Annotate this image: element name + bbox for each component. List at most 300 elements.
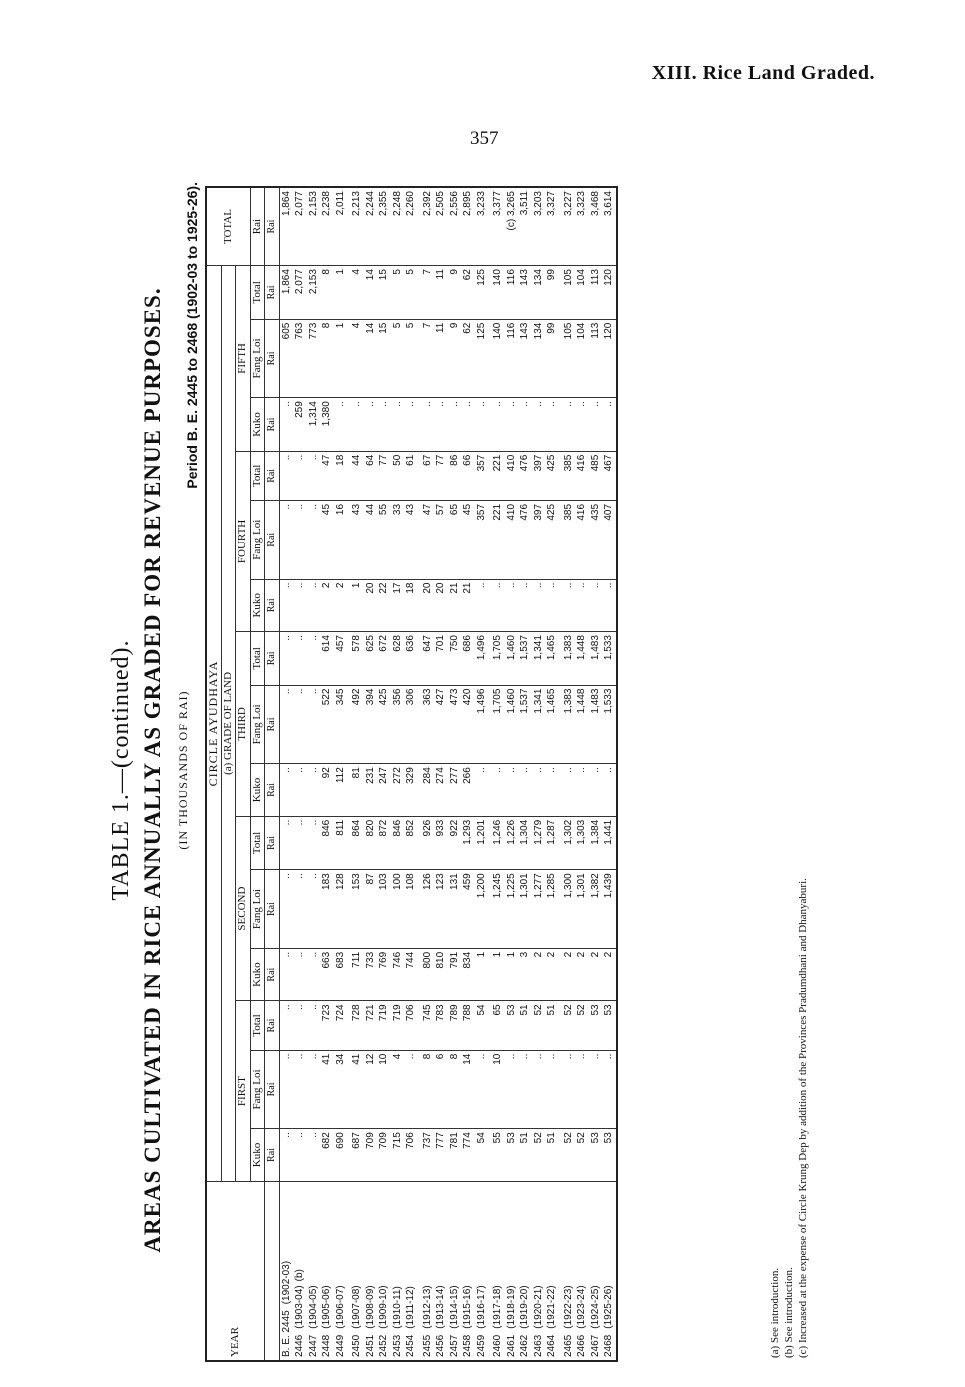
table-row — [461, 187, 475, 1361]
value-cell: .. — [279, 948, 293, 1001]
value-cell: 628 — [391, 632, 405, 686]
value-cell: 65 — [491, 1001, 505, 1050]
grade-of-land-header: (a) GRADE OF LAND — [221, 266, 236, 1182]
ad-year: (1921-22) — [546, 1285, 557, 1329]
value-cell: 8 — [320, 266, 334, 320]
unit-cell: Rai — [265, 870, 280, 949]
value-cell: 120 — [602, 319, 617, 398]
table-row — [532, 187, 546, 1361]
value-cell: 1,448 — [575, 632, 589, 686]
unit-cell: Rai — [265, 266, 280, 320]
value-cell: 247 — [377, 764, 391, 817]
value-cell: 8 — [320, 319, 334, 398]
value-cell: 783 — [434, 1001, 448, 1050]
value-cell: 131 — [448, 870, 462, 949]
value-cell: 1,279 — [532, 816, 546, 870]
value-cell: .. — [293, 579, 307, 632]
value-cell: 636 — [404, 632, 421, 686]
value-cell: 614 — [320, 632, 334, 686]
value-cell: 1,301 — [575, 870, 589, 949]
value-cell: 221 — [491, 451, 505, 500]
table-row — [377, 187, 391, 1361]
value-cell: 777 — [434, 1129, 448, 1182]
value-cell: .. — [575, 579, 589, 632]
value-cell: 834 — [461, 948, 475, 1001]
value-cell: .. — [293, 451, 307, 500]
value-cell: 123 — [434, 870, 448, 949]
value-cell: 6 — [434, 1050, 448, 1129]
value-cell: .. — [307, 632, 321, 686]
value-cell: 773 — [307, 319, 321, 398]
value-cell: 1,300 — [562, 870, 576, 949]
value-cell: 852 — [404, 816, 421, 870]
value-cell: 221 — [491, 500, 505, 579]
value-cell: 41 — [320, 1050, 334, 1129]
year-cell — [562, 1181, 576, 1361]
value-cell: 128 — [334, 870, 351, 949]
value-cell: 140 — [491, 319, 505, 398]
value-cell: 43 — [404, 500, 421, 579]
value-cell: .. — [518, 764, 532, 817]
value-cell: 4 — [391, 1050, 405, 1129]
value-cell: 3,468 — [589, 187, 603, 266]
value-cell: 11 — [434, 266, 448, 320]
value-cell: .. — [307, 1050, 321, 1129]
table-row — [421, 187, 435, 1361]
value-cell: 410 — [505, 451, 519, 500]
ad-year: (1902-03) — [280, 1260, 292, 1305]
value-cell: 34 — [334, 1050, 351, 1129]
be-year: 2446 — [294, 1334, 305, 1357]
value-cell: 113 — [589, 266, 603, 320]
value-cell: .. — [377, 398, 391, 452]
value-cell: 1,460 — [505, 632, 519, 686]
table-row — [404, 187, 421, 1361]
value-cell: 55 — [377, 500, 391, 579]
be-year: 2449 — [334, 1334, 346, 1357]
value-cell: 1,465 — [545, 685, 562, 764]
rice-grade-table — [205, 186, 618, 1362]
value-cell: .. — [562, 398, 576, 452]
value-cell: 2,213 — [350, 187, 364, 266]
value-cell: 53 — [505, 1129, 519, 1182]
unit-cell: Rai — [265, 632, 280, 686]
value-cell: 1,200 — [475, 870, 492, 949]
unit-cell: Rai — [265, 579, 280, 632]
unit-cell: Rai — [265, 1050, 280, 1129]
value-cell: .. — [562, 579, 576, 632]
value-cell: 385 — [562, 500, 576, 579]
year-cell — [518, 1181, 532, 1361]
row-note: (b) — [294, 1269, 305, 1282]
value-cell: .. — [279, 1001, 293, 1050]
table-subtitle: AREAS CULTIVATED IN RICE ANNUALLY AS GRADED FOR REVENUE PURPOSES. — [140, 287, 165, 1253]
value-cell: 183 — [320, 870, 334, 949]
value-cell: 99 — [545, 266, 562, 320]
ad-year: (1922-23) — [562, 1285, 574, 1329]
value-cell: 54 — [475, 1001, 492, 1050]
value-cell: 3,323 — [575, 187, 589, 266]
value-cell: .. — [532, 1050, 546, 1129]
value-cell: 2,077 — [293, 187, 307, 266]
year-cell — [293, 1181, 307, 1361]
value-cell: 345 — [334, 685, 351, 764]
unit-cell: Rai — [265, 319, 280, 398]
value-cell: 709 — [377, 1129, 391, 1182]
unit-cell: Rai — [265, 398, 280, 452]
value-cell: 1,705 — [491, 632, 505, 686]
unit-cell: Rai — [265, 451, 280, 500]
value-cell: 5 — [404, 319, 421, 398]
value-cell: 8 — [421, 1050, 435, 1129]
ad-year: (1920-21) — [532, 1285, 544, 1329]
value-cell: 33 — [391, 500, 405, 579]
value-cell: 3,511 — [518, 187, 532, 266]
value-cell: 92 — [320, 764, 334, 817]
value-cell: 397 — [532, 500, 546, 579]
value-cell: 728 — [350, 1001, 364, 1050]
value-cell: 62 — [461, 266, 475, 320]
value-cell: 50 — [391, 451, 405, 500]
be-year: 2457 — [448, 1334, 460, 1357]
value-cell: 61 — [404, 451, 421, 500]
value-cell: 476 — [518, 451, 532, 500]
value-cell: 745 — [421, 1001, 435, 1050]
value-cell: .. — [491, 764, 505, 817]
subcol-header: Kuko — [250, 764, 265, 817]
value-cell: 5 — [404, 266, 421, 320]
value-cell: 1,380 — [320, 398, 334, 452]
value-cell: 733 — [364, 948, 378, 1001]
value-cell: .. — [307, 500, 321, 579]
value-cell: 2 — [575, 948, 589, 1001]
value-cell: 394 — [364, 685, 378, 764]
value-cell: 9 — [448, 319, 462, 398]
value-cell: 52 — [562, 1001, 576, 1050]
year-cell — [377, 1181, 391, 1361]
value-cell: 769 — [377, 948, 391, 1001]
value-cell: 425 — [545, 451, 562, 500]
value-cell: 467 — [602, 451, 617, 500]
value-cell: .. — [602, 579, 617, 632]
value-cell: 7 — [421, 319, 435, 398]
value-cell: 789 — [448, 1001, 462, 1050]
table-row — [434, 187, 448, 1361]
value-cell: 647 — [421, 632, 435, 686]
subcol-header: Rai — [250, 187, 265, 266]
value-cell: 485 — [589, 451, 603, 500]
year-cell — [602, 1181, 617, 1361]
year-cell — [364, 1181, 378, 1361]
value-cell: 416 — [575, 500, 589, 579]
value-cell: 140 — [491, 266, 505, 320]
value-cell: 425 — [545, 500, 562, 579]
value-cell: 846 — [320, 816, 334, 870]
subcol-header: Total — [250, 1001, 265, 1050]
year-cell — [532, 1181, 546, 1361]
ad-year: (1915-16) — [462, 1285, 473, 1329]
value-cell: .. — [279, 1050, 293, 1129]
value-cell: 105 — [562, 266, 576, 320]
value-cell: .. — [279, 764, 293, 817]
value-cell: .. — [545, 579, 562, 632]
ad-year: (1910-11) — [391, 1286, 403, 1329]
value-cell: .. — [518, 1050, 532, 1129]
value-cell: .. — [307, 1001, 321, 1050]
value-cell: 800 — [421, 948, 435, 1001]
value-cell: 774 — [461, 1129, 475, 1182]
value-cell: 788 — [461, 1001, 475, 1050]
value-cell: 266 — [461, 764, 475, 817]
value-cell: 407 — [602, 500, 617, 579]
value-cell: .. — [279, 500, 293, 579]
value-cell: 2,244 — [364, 187, 378, 266]
table-row — [491, 187, 505, 1361]
value-cell: 522 — [320, 685, 334, 764]
be-year: 2453 — [391, 1334, 403, 1357]
value-cell: 2,238 — [320, 187, 334, 266]
value-cell: 274 — [434, 764, 448, 817]
value-cell: 2 — [602, 948, 617, 1001]
value-cell: 1,287 — [545, 816, 562, 870]
value-cell: .. — [307, 451, 321, 500]
value-cell: 385 — [562, 451, 576, 500]
value-cell: .. — [293, 948, 307, 1001]
value-cell: 363 — [421, 685, 435, 764]
be-year: 2456 — [435, 1334, 446, 1357]
value-cell: 2,153 — [307, 266, 321, 320]
value-cell: 10 — [377, 1050, 391, 1129]
year-cell — [334, 1181, 351, 1361]
value-cell: 52 — [532, 1001, 546, 1050]
table-row — [279, 187, 293, 1361]
value-cell: 457 — [334, 632, 351, 686]
subcol-header: Total — [250, 632, 265, 686]
value-cell: 20 — [364, 579, 378, 632]
value-cell: 14 — [461, 1050, 475, 1129]
be-year: 2462 — [519, 1334, 530, 1357]
value-cell: 1,285 — [545, 870, 562, 949]
value-cell: 872 — [377, 816, 391, 870]
running-head: XIII. Rice Land Graded. — [651, 62, 875, 84]
table-row — [350, 187, 364, 1361]
value-cell: 1,483 — [589, 685, 603, 764]
value-cell: 14 — [364, 319, 378, 398]
value-cell: 686 — [461, 632, 475, 686]
table-row — [391, 187, 405, 1361]
value-cell: 1,277 — [532, 870, 546, 949]
value-cell: 16 — [334, 500, 351, 579]
subcol-header: Fang Loi — [250, 500, 265, 579]
value-cell: 20 — [434, 579, 448, 632]
value-cell: 1 — [334, 319, 351, 398]
value-cell: 781 — [448, 1129, 462, 1182]
value-cell: 1,201 — [475, 816, 492, 870]
value-cell: 706 — [404, 1129, 421, 1182]
value-cell: 724 — [334, 1001, 351, 1050]
subcol-header: Kuko — [250, 1129, 265, 1182]
value-cell: 1,533 — [602, 632, 617, 686]
value-cell: 104 — [575, 319, 589, 398]
value-cell: 1,537 — [518, 685, 532, 764]
value-cell: 690 — [334, 1129, 351, 1182]
value-cell: 3,227 — [562, 187, 576, 266]
value-cell: 53 — [589, 1129, 603, 1182]
value-cell: 5 — [391, 319, 405, 398]
value-cell: 410 — [505, 500, 519, 579]
table-row — [448, 187, 462, 1361]
grade-fifth-header: FIFTH — [236, 266, 251, 452]
table-row — [505, 187, 519, 1361]
value-cell: 44 — [364, 500, 378, 579]
value-cell: .. — [532, 764, 546, 817]
be-year: 2459 — [475, 1334, 487, 1357]
value-cell: 3,614 — [602, 187, 617, 266]
value-cell: 51 — [518, 1001, 532, 1050]
value-cell: 77 — [377, 451, 391, 500]
value-cell: .. — [307, 1129, 321, 1182]
unit-cell: Rai — [265, 500, 280, 579]
value-cell: 5 — [391, 266, 405, 320]
value-cell: 7 — [421, 266, 435, 320]
value-cell: .. — [334, 398, 351, 452]
value-cell: 45 — [461, 500, 475, 579]
ad-year: (1917-18) — [492, 1285, 503, 1329]
value-cell: 1,382 — [589, 870, 603, 949]
circle-header: CIRCLE AYUDHAYA — [206, 266, 221, 1182]
value-cell: 143 — [518, 266, 532, 320]
value-cell: 357 — [475, 500, 492, 579]
value-cell: 663 — [320, 948, 334, 1001]
value-cell: .. — [518, 579, 532, 632]
value-cell: (c) 3,265 — [505, 187, 519, 266]
value-cell: 2,077 — [293, 266, 307, 320]
value-cell: .. — [545, 398, 562, 452]
value-cell: 125 — [475, 266, 492, 320]
value-cell: 1,864 — [279, 187, 293, 266]
value-cell: 134 — [532, 319, 546, 398]
value-cell: 3,233 — [475, 187, 492, 266]
value-cell: 1 — [475, 948, 492, 1001]
value-cell: 55 — [491, 1129, 505, 1182]
value-cell: 52 — [532, 1129, 546, 1182]
value-cell: 44 — [350, 451, 364, 500]
value-cell: 1,246 — [491, 816, 505, 870]
value-cell: 701 — [434, 632, 448, 686]
table-row — [602, 187, 617, 1361]
value-cell: 259 — [293, 398, 307, 452]
subcol-header: Total — [250, 266, 265, 320]
value-cell: .. — [475, 398, 492, 452]
value-cell: 1,496 — [475, 632, 492, 686]
table-row — [364, 187, 378, 1361]
year-cell — [575, 1181, 589, 1361]
value-cell: 1,314 — [307, 398, 321, 452]
value-cell: .. — [293, 685, 307, 764]
table-row — [562, 187, 576, 1361]
value-cell: 64 — [364, 451, 378, 500]
value-cell: 1,303 — [575, 816, 589, 870]
value-cell: 719 — [391, 1001, 405, 1050]
value-cell: 476 — [518, 500, 532, 579]
value-cell: 51 — [518, 1129, 532, 1182]
value-cell: 2 — [589, 948, 603, 1001]
subcol-header: Fang Loi — [250, 685, 265, 764]
ad-year: (1923-24) — [576, 1285, 587, 1329]
value-cell: 3 — [518, 948, 532, 1001]
value-cell: 51 — [545, 1001, 562, 1050]
table-row — [334, 187, 351, 1361]
be-year: 2460 — [492, 1334, 503, 1357]
value-cell: 52 — [575, 1129, 589, 1182]
value-cell: 1,483 — [589, 632, 603, 686]
value-cell: 277 — [448, 764, 462, 817]
year-cell — [461, 1181, 475, 1361]
value-cell: 1 — [505, 948, 519, 1001]
value-cell: 8 — [448, 1050, 462, 1129]
value-cell: 4 — [350, 319, 364, 398]
value-cell: .. — [505, 579, 519, 632]
value-cell: .. — [307, 764, 321, 817]
value-cell: 737 — [421, 1129, 435, 1182]
value-cell: 1,705 — [491, 685, 505, 764]
value-cell: 2 — [334, 579, 351, 632]
unit-cell: Rai — [265, 1129, 280, 1182]
value-cell: 47 — [421, 500, 435, 579]
value-cell: .. — [602, 1050, 617, 1129]
value-cell: .. — [364, 398, 378, 452]
value-cell: 1,226 — [505, 816, 519, 870]
value-cell: 99 — [545, 319, 562, 398]
value-cell: 51 — [545, 1129, 562, 1182]
value-cell: 933 — [434, 816, 448, 870]
subcol-header: Fang Loi — [250, 319, 265, 398]
value-cell: .. — [307, 685, 321, 764]
value-cell: .. — [293, 816, 307, 870]
value-cell: .. — [575, 398, 589, 452]
subcol-header: Kuko — [250, 398, 265, 452]
value-cell: 2,011 — [334, 187, 351, 266]
value-cell: 687 — [350, 1129, 364, 1182]
value-cell: 2,153 — [307, 187, 321, 266]
value-cell: 1,383 — [562, 685, 576, 764]
value-cell: .. — [404, 1050, 421, 1129]
value-cell: .. — [575, 1050, 589, 1129]
table-row — [307, 187, 321, 1361]
value-cell: 1,245 — [491, 870, 505, 949]
value-cell: .. — [532, 579, 546, 632]
value-cell: 272 — [391, 764, 405, 817]
ad-year: (1912-13) — [421, 1285, 433, 1329]
value-cell: 1,864 — [279, 266, 293, 320]
value-cell: 18 — [334, 451, 351, 500]
subcol-header: Total — [250, 816, 265, 870]
unit-cell: Rai — [265, 685, 280, 764]
value-cell: 12 — [364, 1050, 378, 1129]
value-cell: 41 — [350, 1050, 364, 1129]
value-cell: 1,293 — [461, 816, 475, 870]
value-cell: 683 — [334, 948, 351, 1001]
value-cell: .. — [475, 579, 492, 632]
ad-year: (1911-12) — [405, 1286, 416, 1329]
value-cell: 306 — [404, 685, 421, 764]
value-cell: .. — [279, 398, 293, 452]
value-cell: 10 — [491, 1050, 505, 1129]
table-row — [518, 187, 532, 1361]
value-cell: 11 — [434, 319, 448, 398]
subcol-header: Fang Loi — [250, 870, 265, 949]
value-cell: .. — [461, 398, 475, 452]
